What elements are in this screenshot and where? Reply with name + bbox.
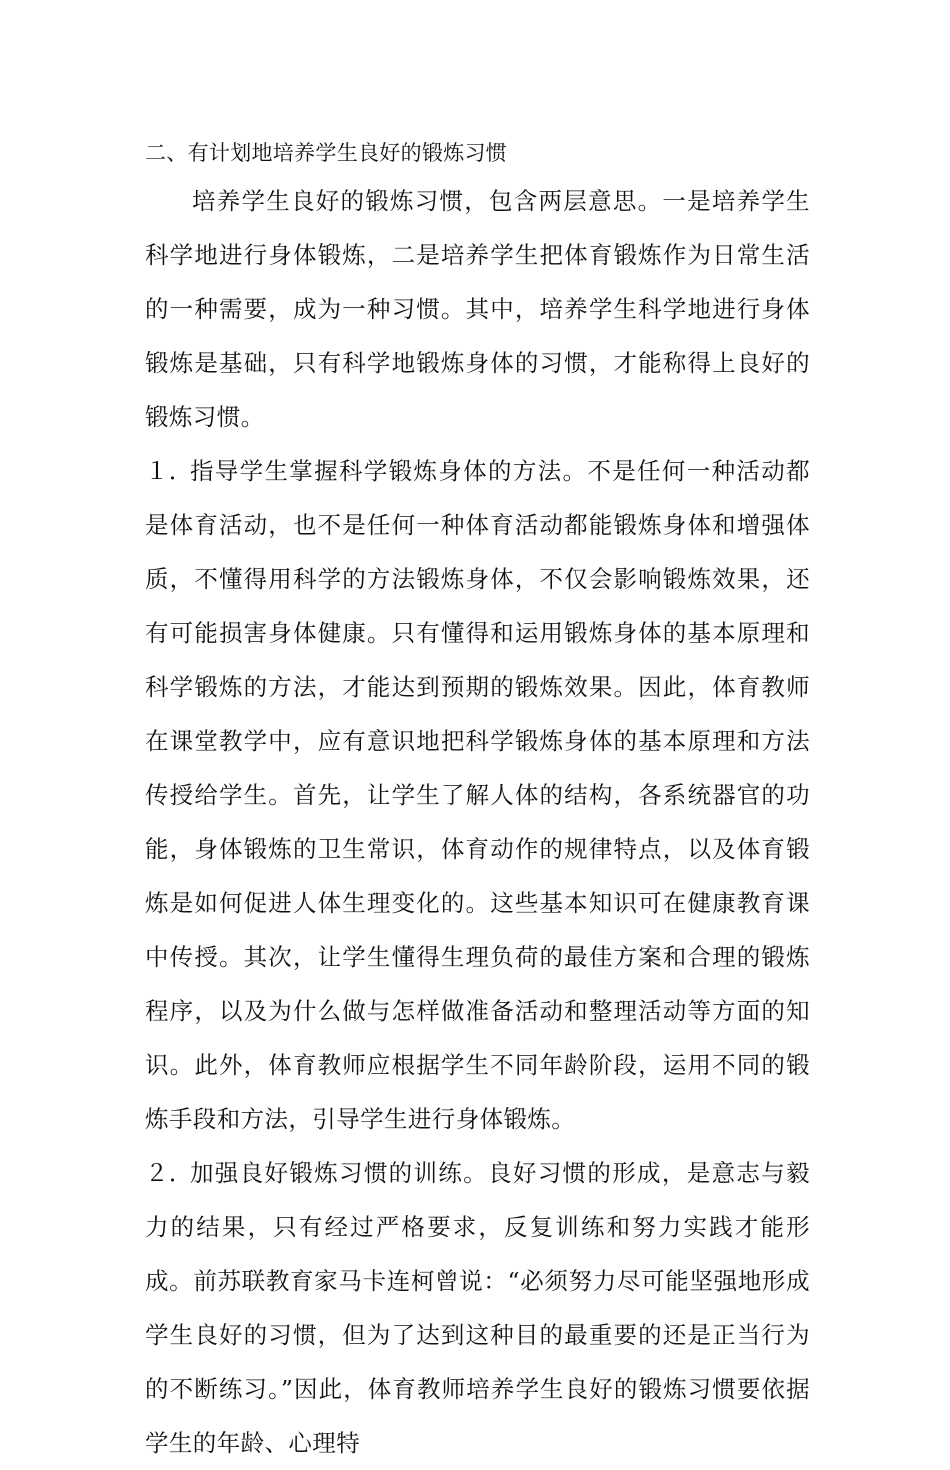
list-item-number: １． <box>145 457 193 485</box>
list-item-2 <box>145 1146 810 1470</box>
list-item-text: 指导学生掌握科学锻炼身体的方法。不是任何一种活动都是体育活动，也不是任何一种体育活动都能锻炼身体和增强体质，不懂得用科学的方法锻炼身体，不仅会影响锻炼效果，还有可能损害身体健康。只有懂得和运用锻炼身体的基本原理和科学锻炼的方法，才能达到预期的锻炼效果。因此，体育教师在课堂教学中，应有意识地把科学锻炼身体的基本原理和方法传授给学生。首先，让学生了解人体的结构，各系统器官的功能，身体锻炼的卫生常识，体育动作的规律特点，以及体育锻炼是如何促进人体生理变化的。这些基本知识可在健康教育课中传授。其次，让学生懂得生理负荷的最佳方案和合理的锻炼程序，以及为什么做与怎样做准备活动和整理活动等方面的知识。此外，体育教师应根据学生不同年龄阶段，运用不同的锻炼手段和方法，引导学生进行身体锻炼。 <box>145 457 810 1133</box>
document-body <box>145 132 810 1470</box>
intro-paragraph: 培养学生良好的锻炼习惯，包含两层意思。一是培养学生科学地进行身体锻炼，二是培养学生把体育锻炼作为日常生活的一种需要，成为一种习惯。其中，培养学生科学地进行身体锻炼是基础，只有科学地锻炼身体的习惯，才能称得上良好的锻炼习惯。 <box>145 187 810 431</box>
list-item-1 <box>145 444 810 1146</box>
list-item-text: 加强良好锻炼习惯的训练。良好习惯的形成，是意志与毅力的结果，只有经过严格要求，反复训练和努力实践才能形成。前苏联教育家马卡连柯曾说：“必须努力尽可能坚强地形成学生良好的习惯，但为了达到这种目的最重要的还是正当行为的不断练习。”因此，体育教师培养学生良好的锻炼习惯要依据学生的年龄、心理特 <box>145 1159 810 1457</box>
list-item-number: ２． <box>145 1159 193 1187</box>
section-heading: 二、有计划地培养学生良好的锻炼习惯 <box>145 141 508 165</box>
